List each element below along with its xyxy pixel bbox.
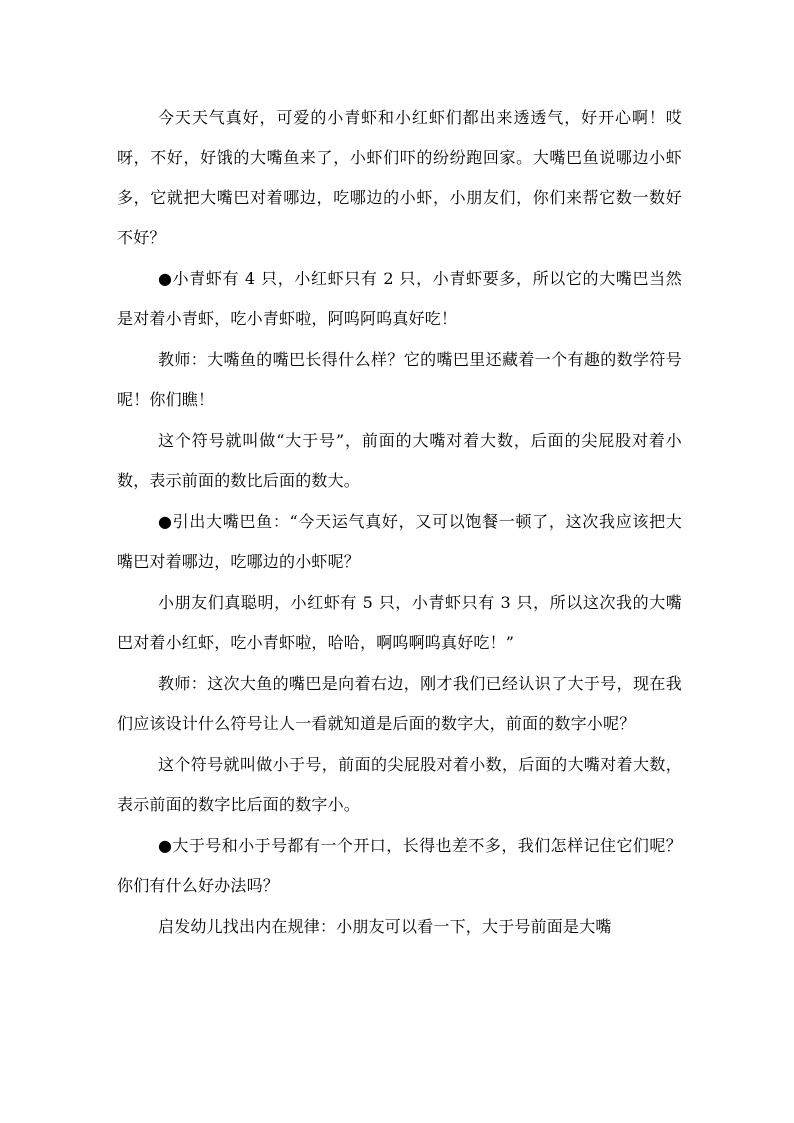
paragraph-greater-than-explanation: 这个符号就叫做“大于号”，前面的大嘴对着大数，后面的尖屁股对着小数，表示前面的数比后面的数大。 bbox=[117, 431, 682, 490]
paragraph-less-than-explanation: 这个符号就叫做小于号，前面的尖屁股对着小数，后面的大嘴对着大数，表示前面的数字比后面的数字小。 bbox=[117, 755, 682, 814]
paragraph-green-shrimp-count: ●小青虾有 4 只，小红虾只有 2 只，小青虾要多，所以它的大嘴巴当然是对着小青虾，吃小青虾啦，阿呜阿呜真好吃！ bbox=[117, 269, 682, 328]
paragraph-introduce-big-mouth-fish: ●引出大嘴巴鱼：“今天运气真好，又可以饱餐一顿了，这次我应该把大嘴巴对着哪边，吃哪边的小虾呢？ bbox=[117, 512, 682, 571]
paragraph-red-shrimp-count: 小朋友们真聪明，小红虾有 5 只，小青虾只有 3 只，所以这次我的大嘴巴对着小红虾，吃小青虾啦，哈哈，啊呜啊呜真好吃！” bbox=[117, 593, 682, 652]
paragraph-teacher-question-2: 教师：这次大鱼的嘴巴是向着右边，刚才我们已经认识了大于号，现在我们应该设计什么符号让人一看就知道是后面的数字大，前面的数字小呢？ bbox=[117, 674, 682, 733]
paragraph-teacher-question-1: 教师：大嘴鱼的嘴巴长得什么样？它的嘴巴里还藏着一个有趣的数学符号呢！你们瞧！ bbox=[117, 350, 682, 409]
paragraph-guide-rule: 启发幼儿找出内在规律：小朋友可以看一下，大于号前面是大嘴 bbox=[158, 917, 612, 936]
document-page bbox=[117, 98, 682, 948]
paragraph-memory-question: ●大于号和小于号都有一个开口，长得也差不多，我们怎样记住它们呢？你们有什么好办法吗？ bbox=[117, 836, 682, 895]
paragraph-story-intro: 今天天气真好，可爱的小青虾和小红虾们都出来透透气，好开心啊！哎呀，不好，好饿的大嘴鱼来了，小虾们吓的纷纷跑回家。大嘴巴鱼说哪边小虾多，它就把大嘴巴对着哪边，吃哪边的小虾，小朋友们，你们来帮它数一数好不好？ bbox=[117, 108, 682, 247]
